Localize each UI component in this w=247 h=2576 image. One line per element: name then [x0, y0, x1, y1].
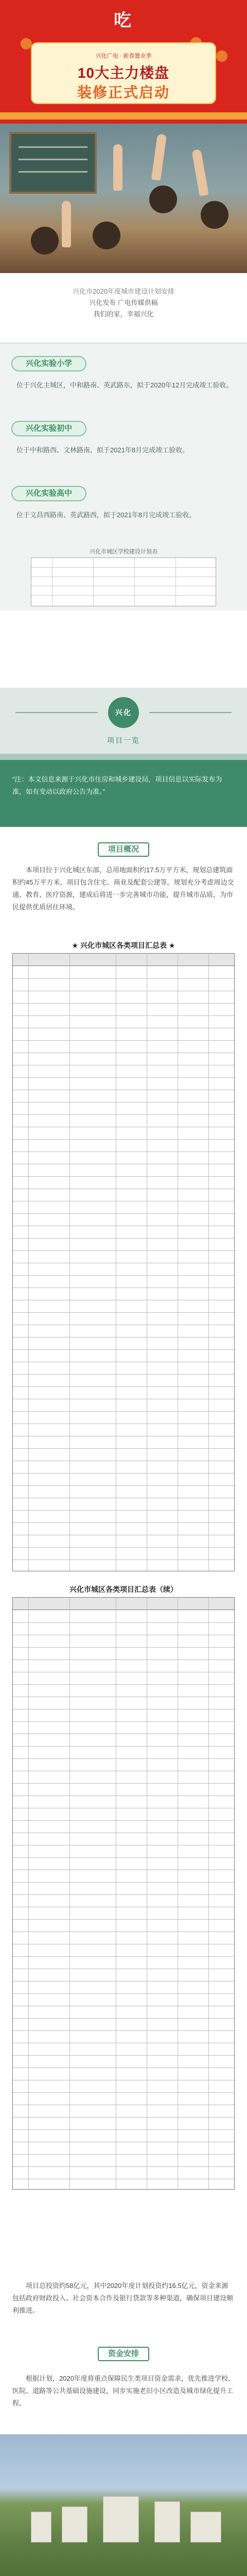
table-rule — [13, 1176, 234, 1177]
classroom-photo — [0, 124, 247, 273]
overview-section — [0, 842, 247, 2259]
table-rule — [13, 1659, 234, 1660]
table-rule — [13, 2166, 234, 2167]
overview-tag: 项目概况 — [98, 842, 149, 857]
funding-tag: 资金安排 — [98, 2347, 149, 2361]
table-rule — [13, 978, 234, 979]
photo-caption — [0, 286, 247, 332]
hero-banner — [0, 0, 247, 124]
table-rule — [13, 1077, 234, 1078]
blackboard — [9, 132, 97, 194]
table-rule — [208, 1598, 209, 2189]
caption-line: 兴化市2020年度城市建设计划安排 — [73, 287, 174, 295]
table-rule — [13, 1522, 234, 1523]
table-rule — [13, 1547, 234, 1548]
promo-badge-main: 10大主力楼盘 — [77, 65, 170, 81]
divider-bar — [0, 754, 247, 760]
raised-hand — [151, 133, 167, 181]
raised-hand — [113, 144, 122, 191]
table-rule — [13, 2067, 234, 2068]
table-rule — [13, 1003, 234, 1004]
funding-section — [0, 2259, 247, 2434]
table-rule — [13, 1250, 234, 1251]
table-rule — [13, 1213, 234, 1214]
table-rule — [13, 1882, 234, 1883]
table-rule — [13, 1374, 234, 1375]
raised-hand — [191, 149, 208, 196]
building — [62, 2506, 87, 2543]
table-rule — [28, 1598, 29, 2189]
divider-disc: 兴化 — [108, 697, 139, 728]
table-rule — [69, 1598, 70, 2189]
hero-title: 吃 — [114, 11, 133, 30]
table-rule — [13, 1795, 234, 1796]
caption-line: 我们的家，幸福兴化 — [93, 310, 154, 318]
table-rule — [13, 2129, 234, 2130]
table-rule — [13, 1423, 234, 1424]
table-rule — [13, 1139, 234, 1140]
plan-heading: 兴化实验小学 — [11, 356, 86, 371]
table-title: 兴化市城区各类项目汇总表（续） — [69, 1585, 178, 1594]
table-rule — [13, 1238, 234, 1239]
promo-badge[interactable] — [31, 42, 216, 104]
overview-text: 本项目位于兴化城区东部，总用地面积约17.5万平方米，规划总建筑面积约45万平方米，项目包含住宅、商业及配套公建等，规划充分考虑周边交通、教育、医疗资源，建成后将进一步完善城市功能，提升城市品质，为市民提供优质居住环境。 — [12, 866, 234, 911]
table-header — [13, 954, 234, 966]
table-rule — [13, 1783, 234, 1784]
plan-text: 位于中和路西、文林路南，拟于2021年8月完成竣工验收。 — [16, 446, 189, 454]
table-rule — [13, 1758, 234, 1759]
building — [31, 2512, 51, 2543]
table-rule — [13, 1647, 234, 1648]
caption-line: 兴化发布 广电传媒供稿 — [89, 299, 158, 307]
project-table — [12, 1597, 235, 2190]
table-rule — [13, 1448, 234, 1449]
building — [154, 2501, 180, 2543]
table-header — [13, 1598, 234, 1610]
table-rule — [13, 2154, 234, 2155]
table-rule — [13, 1386, 234, 1387]
table-rule — [13, 1040, 234, 1041]
table-rule — [13, 1102, 234, 1103]
table-rule — [13, 1114, 234, 1115]
table-rule — [13, 2092, 234, 2093]
plan-text: 位于兴化主城区，中和路南、英武路东，拟于2020年12月完成竣工验收。 — [16, 381, 233, 389]
table-rule — [13, 1622, 234, 1623]
notice-box — [0, 760, 247, 827]
funding-text: 根据计划，2020年度将重点保障民生类项目资金需求，优先推进学校、医院、道路等公共基础设施建设，同步实施老旧小区改造及城市绿化提升工程。 — [12, 2375, 235, 2407]
table-rule — [208, 954, 209, 1571]
student-head — [93, 222, 120, 249]
building — [103, 2496, 139, 2543]
table-rule — [13, 1684, 234, 1685]
table-rule — [69, 954, 70, 1571]
table-rule — [13, 2055, 234, 2056]
plan-heading: 兴化实验高中 — [11, 486, 86, 501]
plan-heading: 兴化实验初中 — [11, 421, 86, 436]
divider-title: 项目一览 — [107, 736, 140, 744]
hero-strip — [0, 112, 247, 120]
table-rule — [13, 1894, 234, 1895]
table-rule — [13, 1485, 234, 1486]
mini-table — [31, 557, 216, 606]
plan-text: 位于文昌西路南、英武路西，拟于2021年8月完成竣工验收。 — [16, 511, 196, 519]
table-rule — [13, 1275, 234, 1276]
table-rule — [13, 1287, 234, 1288]
table-rule — [13, 1857, 234, 1858]
table-rule — [13, 1411, 234, 1412]
table-rule — [13, 1931, 234, 1932]
funding-text: 项目总投资约58亿元，其中2020年度计划投资约16.5亿元，资金来源包括政府财政投入、社会资本合作及银行贷款等多种渠道，确保项目建设顺利推进。 — [12, 2282, 234, 2314]
table-title: ★ 兴化市城区各类项目汇总表 ★ — [72, 941, 175, 950]
table-rule — [13, 1349, 234, 1350]
section-divider — [0, 688, 247, 760]
table-rule — [13, 2018, 234, 2019]
table-rule — [13, 1721, 234, 1722]
table-rule — [13, 1312, 234, 1313]
student-head — [149, 185, 177, 213]
student-head — [201, 201, 228, 229]
aerial-photo — [0, 2434, 247, 2576]
table-rule — [13, 1151, 234, 1152]
table-rule — [13, 1820, 234, 1821]
table-rule — [13, 1993, 234, 1994]
table-rule — [13, 1015, 234, 1016]
raised-hand — [62, 201, 71, 247]
mini-table-title: 兴化市城区学校建设计划表 — [90, 549, 157, 555]
divider-rule — [149, 712, 232, 713]
promo-badge-sub: 兴化广电 · 新春置业季 — [95, 53, 152, 59]
student-head — [31, 227, 59, 255]
school-plan-section — [0, 343, 247, 611]
building — [190, 2512, 221, 2543]
table-rule — [13, 1746, 234, 1747]
table-rule — [13, 1510, 234, 1511]
table-rule — [13, 2030, 234, 2031]
table-rule — [13, 1919, 234, 1920]
promo-badge-main2: 装修正式启动 — [77, 84, 170, 100]
divider-rule — [15, 712, 98, 713]
table-rule — [28, 954, 29, 1571]
notice-text: “注：本文信息来源于兴化市住房和城乡建设局，项目信息以实际发布为准，如有变动以政府公告为准。” — [12, 775, 222, 795]
table-rule — [13, 1956, 234, 1957]
project-table — [12, 953, 235, 1571]
